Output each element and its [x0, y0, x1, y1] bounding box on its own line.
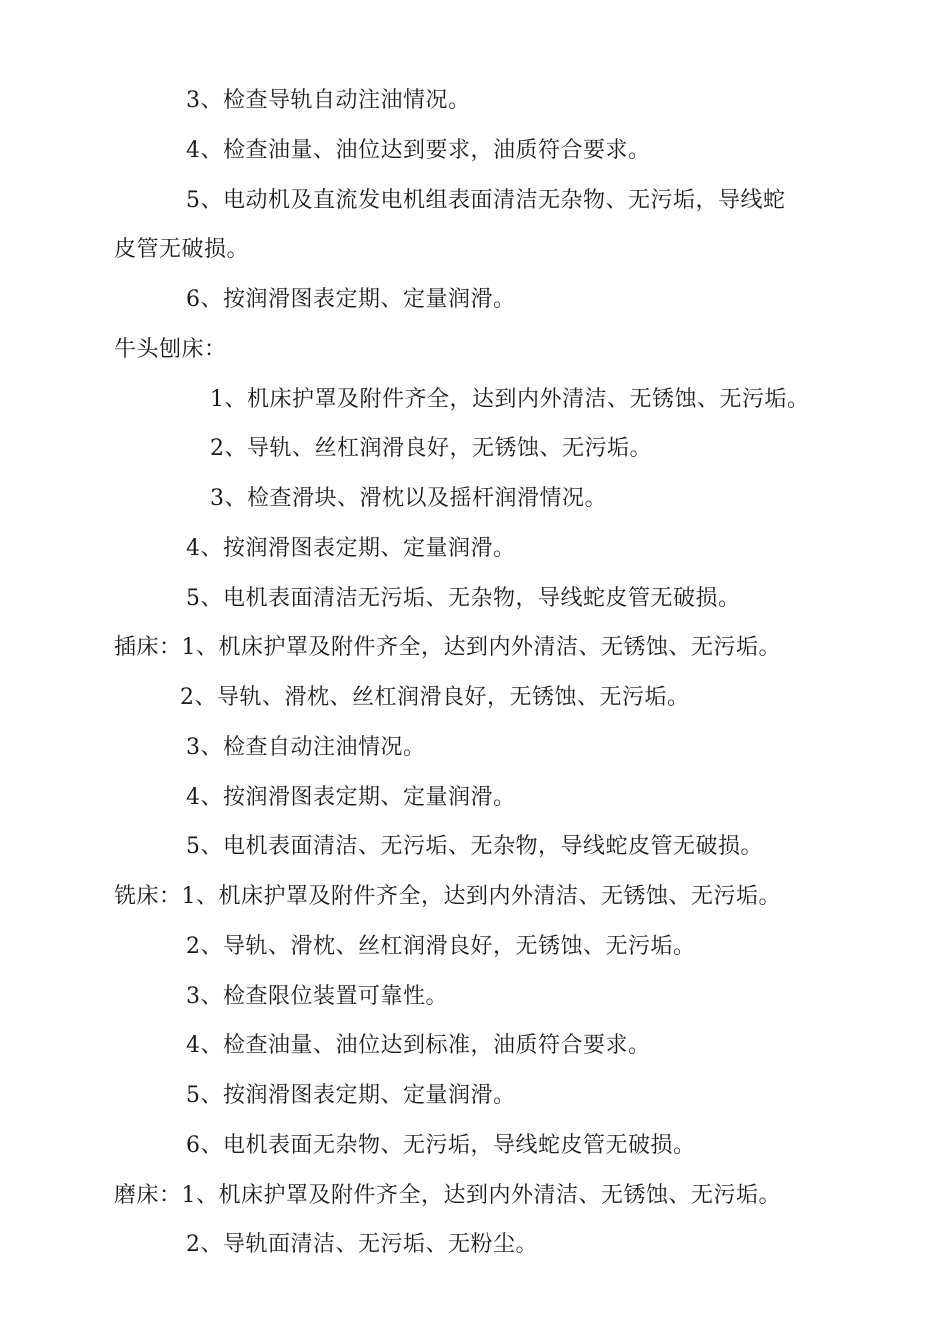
- text-line: 4、按润滑图表定期、定量润滑。: [186, 785, 516, 810]
- text-line: 6、电机表面无杂物、无污垢，导线蛇皮管无破损。: [186, 1133, 696, 1158]
- text-line: 2、导轨、丝杠润滑良好，无锈蚀、无污垢。: [210, 436, 652, 461]
- text-line: 5、电机表面清洁、无污垢、无杂物，导线蛇皮管无破损。: [186, 834, 763, 859]
- text-line: 5、电机表面清洁无污垢、无杂物，导线蛇皮管无破损。: [186, 586, 741, 611]
- text-line: 2、导轨、滑枕、丝杠润滑良好，无锈蚀、无污垢。: [186, 934, 696, 959]
- section-heading: 磨床：1、机床护罩及附件齐全，达到内外清洁、无锈蚀、无污垢。: [114, 1183, 781, 1208]
- text-line: 4、按润滑图表定期、定量润滑。: [186, 536, 516, 561]
- text-line: 1、机床护罩及附件齐全，达到内外清洁、无锈蚀、无污垢。: [210, 387, 810, 412]
- section-heading: 铣床：1、机床护罩及附件齐全，达到内外清洁、无锈蚀、无污垢。: [114, 884, 781, 909]
- text-line: 3、检查限位装置可靠性。: [186, 984, 448, 1009]
- text-line: 4、检查油量、油位达到要求，油质符合要求。: [186, 138, 651, 163]
- section-heading: 插床：1、机床护罩及附件齐全，达到内外清洁、无锈蚀、无污垢。: [114, 635, 781, 660]
- text-line: 皮管无破损。: [114, 237, 250, 262]
- text-line: 3、检查滑块、滑枕以及摇杆润滑情况。: [210, 486, 607, 511]
- text-line: 2、导轨面清洁、无污垢、无粉尘。: [186, 1232, 538, 1257]
- section-heading: 牛头刨床：: [114, 337, 227, 362]
- text-line: 3、检查导轨自动注油情况。: [186, 88, 471, 113]
- text-line: 6、按润滑图表定期、定量润滑。: [186, 287, 516, 312]
- text-line: 4、检查油量、油位达到标准，油质符合要求。: [186, 1033, 651, 1058]
- text-line: 5、电动机及直流发电机组表面清洁无杂物、无污垢，导线蛇: [186, 188, 786, 213]
- text-line: 5、按润滑图表定期、定量润滑。: [186, 1083, 516, 1108]
- text-line: 2、导轨、滑枕、丝杠润滑良好，无锈蚀、无污垢。: [180, 685, 690, 710]
- text-line: 3、检查自动注油情况。: [186, 735, 426, 760]
